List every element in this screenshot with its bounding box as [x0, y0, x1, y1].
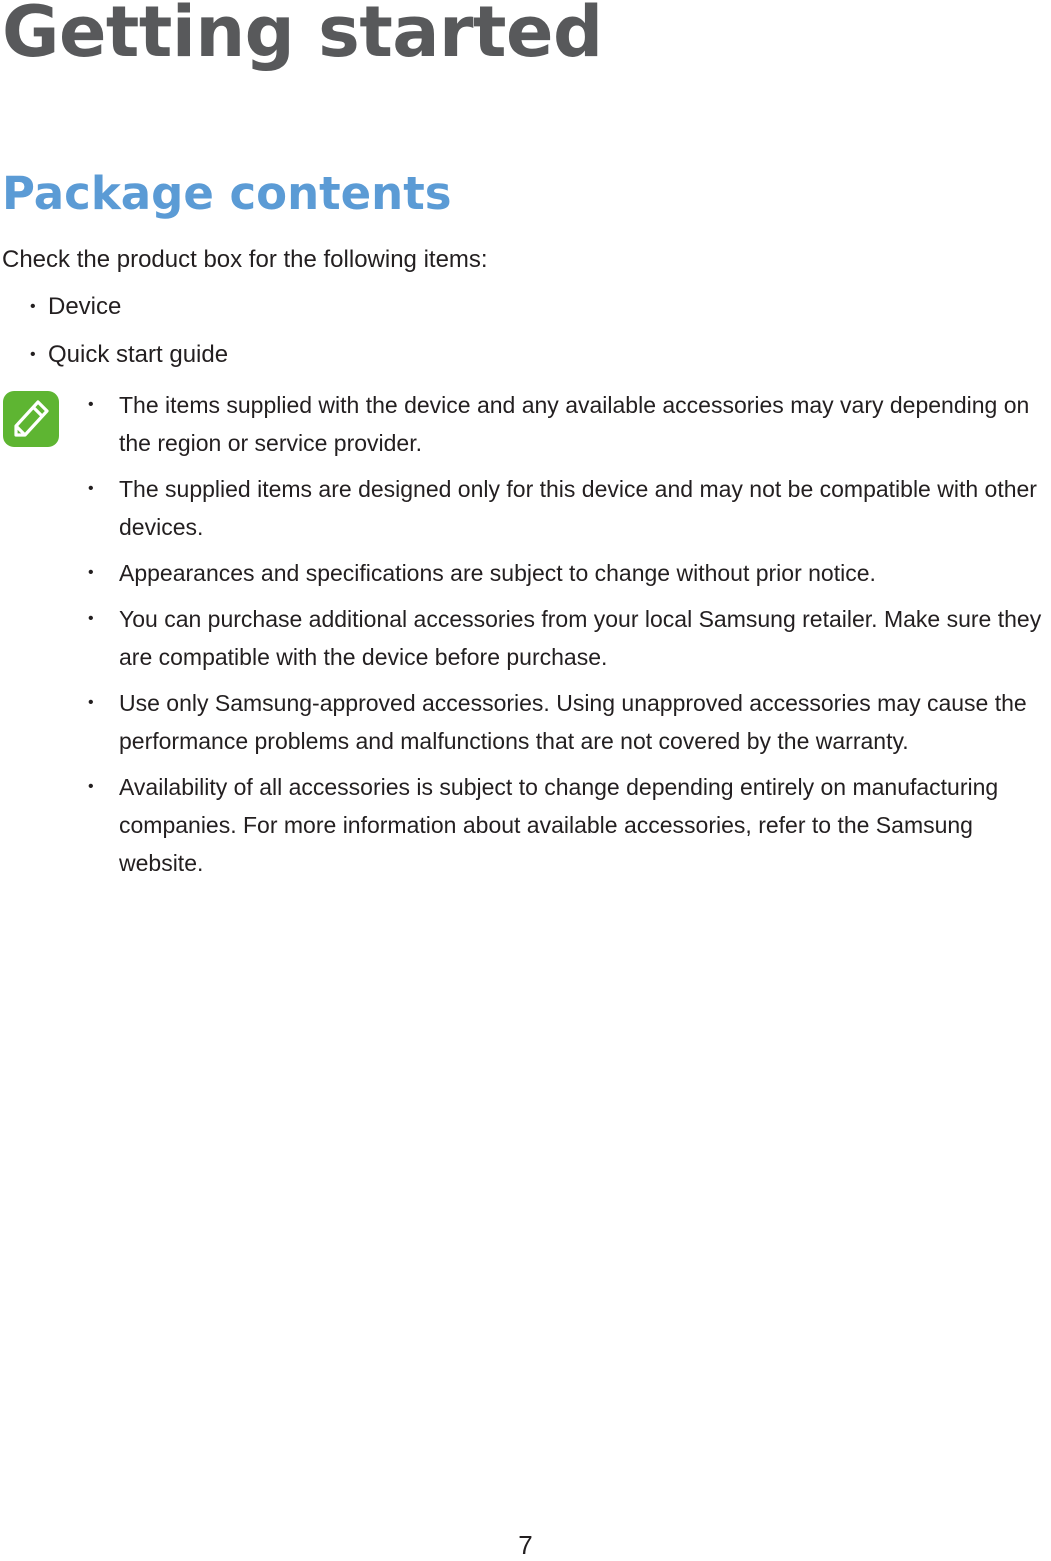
intro-text: Check the product box for the following items:	[2, 246, 488, 273]
list-item-label: Quick start guide	[48, 341, 229, 368]
note-text: You can purchase additional accessories from your local Samsung retailer. Make sure they are compatible with the device before purchase.	[119, 606, 1042, 670]
note-item	[90, 554, 1050, 592]
bullet-icon: •	[88, 396, 94, 413]
bullet-icon: •	[30, 298, 36, 315]
page-number: 7	[518, 1530, 533, 1560]
note-text: Availability of all accessories is subject to change depending entirely on manufacturing companies. For more information about available accessories, refer to the Samsung website.	[119, 774, 999, 876]
bullet-icon: •	[88, 610, 94, 627]
note-text: The items supplied with the device and any available accessories may vary depending on the region or service provider.	[119, 392, 1030, 456]
note-item	[90, 684, 1050, 760]
note-list	[90, 386, 1050, 890]
chapter-title: Getting started	[2, 0, 603, 73]
package-items-list	[0, 291, 228, 387]
note-text: Use only Samsung-approved accessories. Using unapproved accessories may cause the performance problems and malfunctions that are not covered by the warranty.	[119, 690, 1027, 754]
pencil-note-icon	[2, 390, 60, 448]
list-item	[0, 291, 228, 339]
bullet-icon: •	[88, 564, 94, 581]
note-item	[90, 470, 1050, 546]
bullet-icon: •	[88, 480, 94, 497]
note-item	[90, 600, 1050, 676]
bullet-icon: •	[88, 778, 94, 795]
note-text: Appearances and specifications are subject to change without prior notice.	[119, 560, 876, 586]
list-item-label: Device	[48, 293, 122, 320]
bullet-icon: •	[30, 346, 36, 363]
note-text: The supplied items are designed only for this device and may not be compatible with other devices.	[119, 476, 1037, 540]
note-item	[90, 386, 1050, 462]
section-title: Package contents	[2, 167, 452, 220]
list-item	[0, 339, 228, 387]
note-item	[90, 768, 1050, 882]
bullet-icon: •	[88, 694, 94, 711]
